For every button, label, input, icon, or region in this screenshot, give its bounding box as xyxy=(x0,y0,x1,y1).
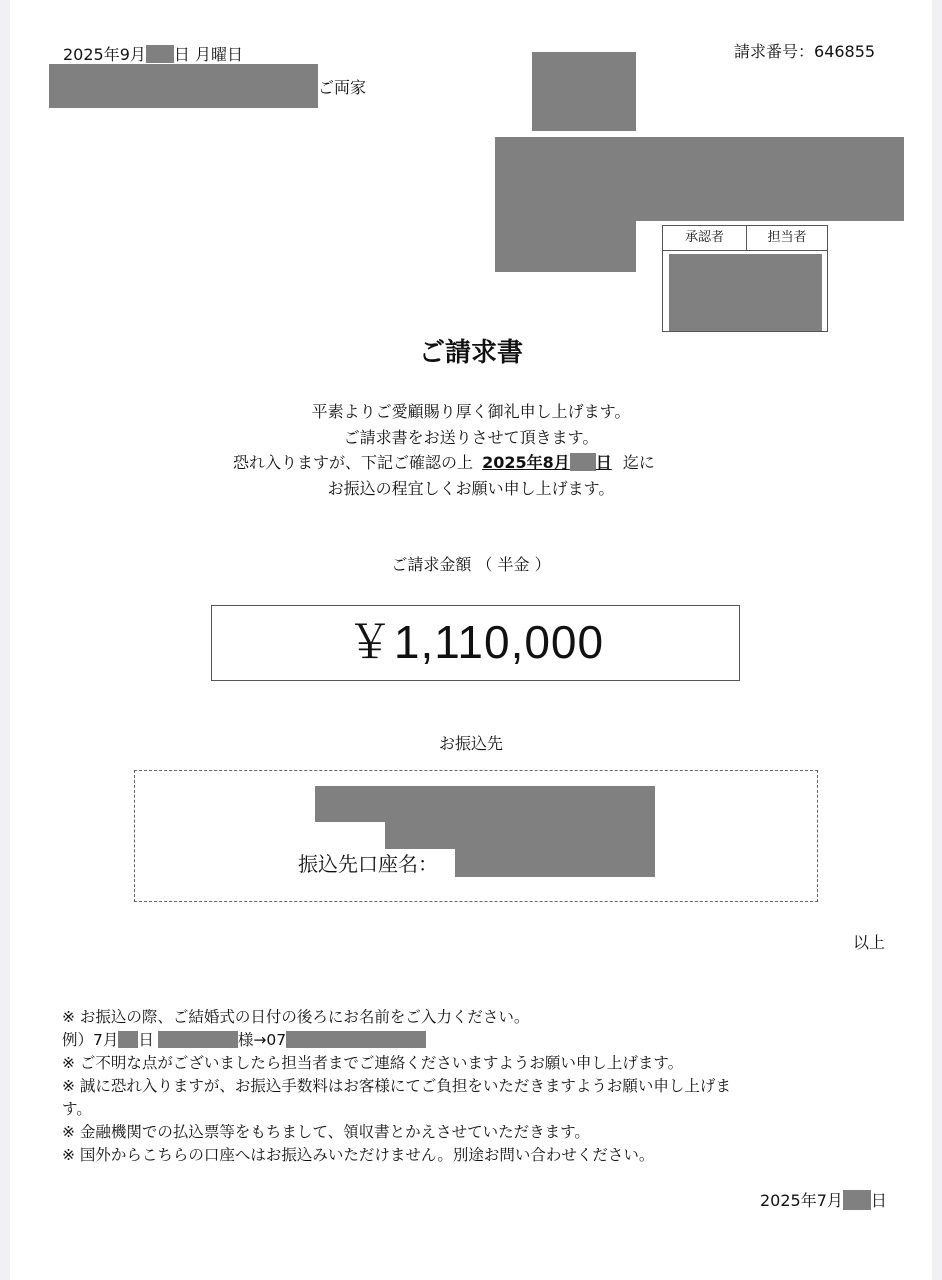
approval-stamp-table xyxy=(662,225,828,332)
note-example xyxy=(62,1029,731,1052)
redacted-recipient-name xyxy=(49,64,318,108)
redacted-company-contact xyxy=(495,221,636,272)
note-example-day: 日 xyxy=(138,1031,154,1049)
note-example-sama: 様→07 xyxy=(237,1031,287,1049)
account-name-label: 振込先口座名： xyxy=(298,852,438,876)
redacted-account-name xyxy=(455,849,655,877)
note-3a: ※ 誠に恐れ入りますが、お振込手数料はお客様にてご負担をいただきますようお願い申し上げま xyxy=(62,1077,731,1095)
redacted-bank-name xyxy=(315,786,655,822)
due-date-month: 2025年8月 xyxy=(482,453,570,472)
transfer-label: お振込先 xyxy=(438,734,503,753)
amount-label: ご請求金額 （ 半金 ） xyxy=(391,555,551,574)
redacted-due-day xyxy=(570,453,596,471)
redacted-company-address xyxy=(495,137,904,221)
document-title: ご請求書 xyxy=(418,338,523,368)
redacted-example-name xyxy=(158,1031,238,1048)
redacted-account-number xyxy=(385,822,655,849)
invoice-number xyxy=(734,42,875,62)
redacted-example-day xyxy=(118,1031,138,1048)
note-1: ※ お振込の際、ご結婚式の日付の後ろにお名前をご入力ください。 xyxy=(62,1008,530,1026)
person-in-charge-header: 担当者 xyxy=(747,226,827,251)
redacted-day xyxy=(146,45,174,63)
intro-line-3-post: 迄に xyxy=(622,453,655,472)
note-4: ※ 金融機関での払込票等をもちまして、領収書とかえさせていただきます。 xyxy=(62,1123,590,1141)
footer-date xyxy=(760,1190,887,1211)
footer-date-suffix: 日 xyxy=(870,1191,887,1210)
intro-line-4: お振込の程宜しくお願い申し上げます。 xyxy=(327,479,615,498)
footer-date-prefix: 2025年7月 xyxy=(760,1191,843,1210)
redacted-footer-day xyxy=(843,1190,871,1210)
intro-line-1: 平素よりご愛顧賜り厚く御礼申し上げます。 xyxy=(311,402,631,421)
invoice-amount: ￥1,110,000 xyxy=(211,605,740,681)
approver-header: 承認者 xyxy=(663,226,747,251)
note-3b: す。 xyxy=(62,1100,92,1118)
redacted-example-code xyxy=(286,1031,426,1048)
invoice-number-label: 請求番号： xyxy=(734,42,815,61)
redacted-company-logo xyxy=(532,52,636,131)
intro-line-3-pre: 恐れ入りますが、下記ご確認の上 xyxy=(233,453,474,472)
notes-section xyxy=(62,1006,731,1167)
due-date-day-suffix: 日 xyxy=(595,453,612,472)
closing-text: 以上 xyxy=(853,933,886,952)
due-date xyxy=(482,453,612,472)
issue-date-prefix: 2025年9月 xyxy=(63,45,146,64)
note-2: ※ ご不明な点がございましたら担当者までご連絡くださいますようお願い申し上げます。 xyxy=(62,1054,684,1072)
issue-date xyxy=(63,45,243,65)
recipient-suffix: ご両家 xyxy=(318,78,367,97)
intro-line-3 xyxy=(233,453,655,473)
note-example-prefix: 例）7月 xyxy=(62,1031,119,1049)
issue-date-suffix: 日 月曜日 xyxy=(173,45,243,64)
note-5: ※ 国外からこちらの口座へはお振込みいただけません。別途お問い合わせください。 xyxy=(62,1146,655,1164)
intro-line-2: ご請求書をお送りさせて頂きます。 xyxy=(343,428,599,447)
redacted-stamps xyxy=(669,254,822,331)
invoice-number-value: 646855 xyxy=(814,42,876,61)
